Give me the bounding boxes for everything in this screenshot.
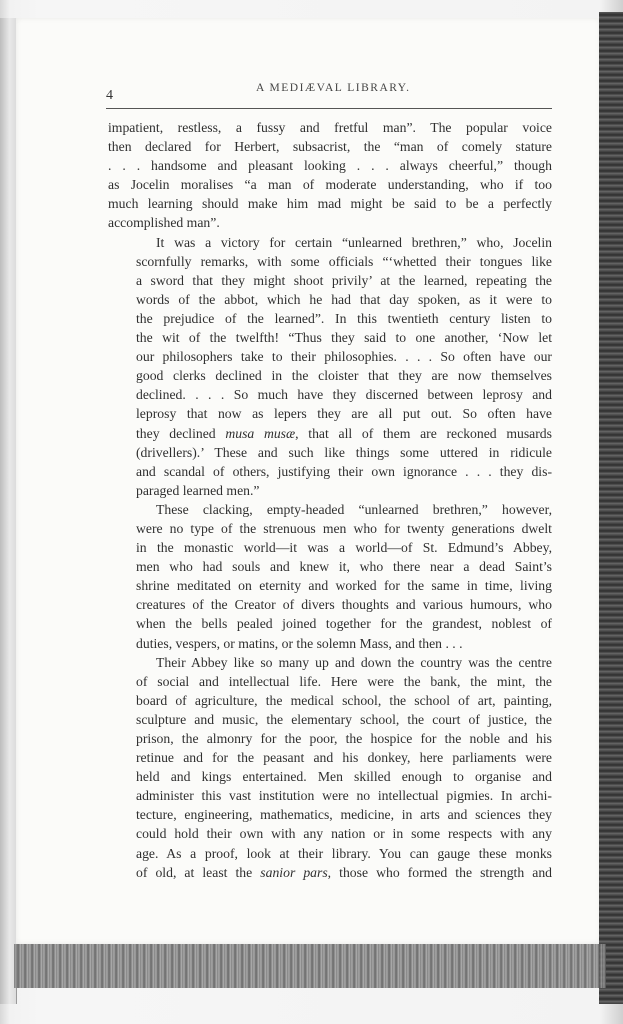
text-line: leprosy that now as lepers they are all put out. So often have	[136, 406, 552, 422]
text-line: board of agriculture, the medical school, the school of art, painting,	[136, 692, 552, 708]
text-line: prison, the almonry for the poor, the hospice for the noble and his	[136, 731, 552, 746]
text-line-italic: they declined musa musæ, that all of them are reckoned musards	[136, 425, 552, 441]
italic-phrase: sanior pars	[260, 864, 328, 880]
text-line: age. As a proof, look at their library. You can gauge these monks	[136, 845, 552, 861]
scan-bottom-edge	[14, 944, 606, 988]
text-line: creatures of the Creator of divers thoughts and various humours, who	[136, 597, 552, 613]
paragraph	[108, 118, 552, 233]
text-line: administer this vast institution were no intellectual pigmies. In archi-	[136, 788, 552, 804]
text-line: impatient, restless, a fussy and fretful man”. The popular voice	[108, 120, 552, 135]
body-text	[108, 118, 552, 882]
text-line: words of the abbot, which he had that day spoken, as it were to	[136, 291, 552, 307]
text-line: good clerks declined in the cloister that they are now themselves	[136, 368, 552, 384]
text-line: and scandal of others, justifying their own ignorance . . . they dis-	[136, 463, 552, 479]
paragraph	[108, 653, 552, 882]
text-line: our philosophers take to their philosophies. . . . So often have our	[136, 349, 552, 365]
text-line: then declared for Herbert, subsacrist, the “man of comely stature	[108, 139, 552, 155]
text-line-italic: of old, at least the sanior pars, those who formed the strength and	[136, 864, 553, 880]
text-line: the wit of the twelfth! “Thus they said to one another, ‘Now let	[136, 330, 552, 346]
text-line: Their Abbey like so many up and down the country was the centre	[156, 654, 552, 670]
text-line: could hold their own with any nation or in some respects with any	[136, 826, 552, 842]
page-header	[106, 82, 552, 104]
text-line: in the monastic world—it was a world—of St. Edmund’s Abbey,	[136, 540, 552, 556]
page-number: 4	[106, 88, 113, 103]
text-line: held and kings entertained. Men skilled enough to organise and	[136, 769, 552, 785]
text-line: These clacking, empty-headed “unlearned brethren,” however,	[156, 501, 552, 517]
paragraph	[108, 233, 552, 500]
text-line: scornfully remarks, with some officials “‘whetted their tongues like	[136, 253, 552, 269]
text-line: a sword that they might shoot privily’ at the learned, repeating the	[136, 272, 552, 288]
text-line: (drivellers).’ These and such like things some uttered in ridicule	[136, 444, 552, 460]
text-line: as Jocelin moralises “a man of moderate understanding, who if too	[108, 177, 552, 193]
header-rule	[106, 108, 552, 109]
scan-edge-shadow	[599, 12, 623, 1004]
text-line: paraged learned men.”	[136, 482, 260, 498]
text-line: were no type of the strenuous men who for twenty generations dwelt	[136, 520, 552, 536]
text-line: sculpture and music, the elementary school, the court of justice, the	[136, 711, 552, 727]
book-spine-edge	[0, 18, 17, 1004]
text-line: of social and intellectual life. Here were the bank, the mint, the	[136, 673, 552, 689]
text-line: the prejudice of the learned”. In this twentieth century listen to	[136, 310, 552, 326]
text-line: retinue and for the peasant and his donkey, here parliaments were	[136, 750, 552, 766]
text-line: It was a victory for certain “unlearned brethren,” who, Jocelin	[156, 234, 552, 250]
text-line: accomplished man”.	[108, 215, 220, 231]
text-line: when the bells pealed joined together for the grandest, noblest of	[136, 616, 552, 632]
text-line: declined. . . . So much have they discerned between leprosy and	[136, 387, 552, 403]
italic-phrase: musa musæ	[225, 425, 296, 441]
text-line: shrine meditated on eternity and worked for the same in time, living	[136, 578, 552, 594]
text-line: . . . handsome and pleasant looking . . . always cheerful,” though	[108, 158, 552, 174]
running-head: A MEDIÆVAL LIBRARY.	[256, 82, 411, 94]
text-line: tecture, engineering, mathematics, medicine, in arts and sciences they	[136, 807, 552, 823]
text-line: much learning should make him mad might be said to be a perfectly	[108, 196, 552, 212]
text-line: duties, vespers, or matins, or the solemn Mass, and then . . .	[136, 635, 463, 651]
text-line: men who had souls and knew it, who there near a dead Saint’s	[136, 559, 552, 575]
paragraph	[108, 500, 552, 653]
